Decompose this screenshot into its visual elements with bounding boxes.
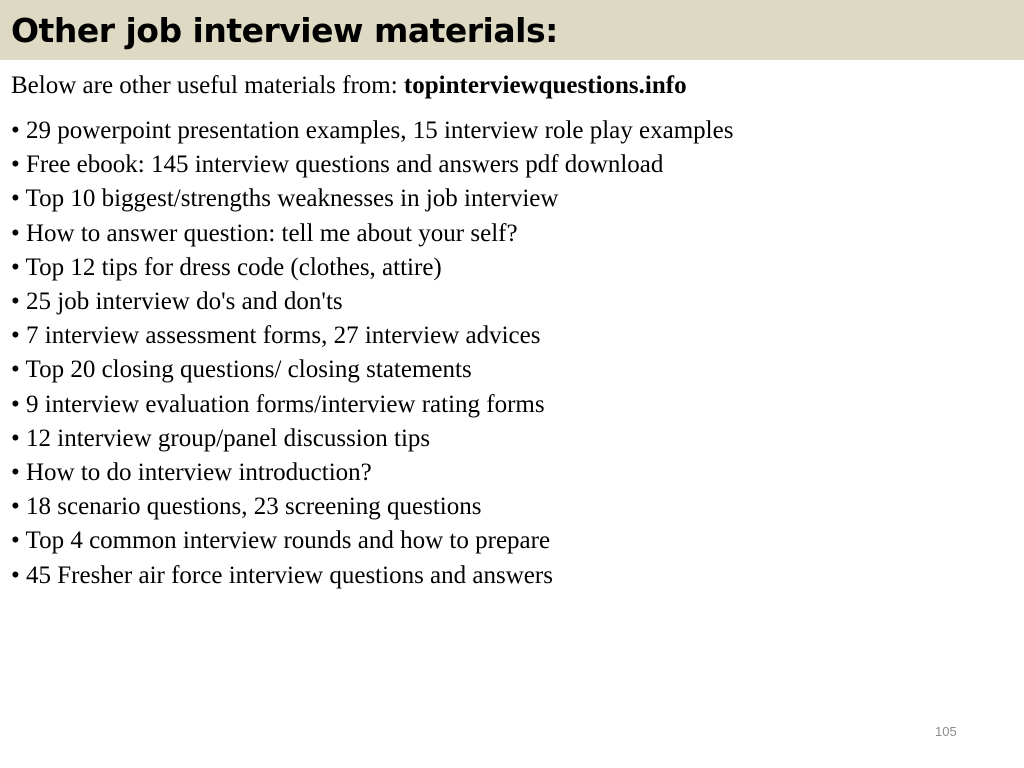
material-item-free-ebook[interactable]: • Free ebook: 145 interview questions and answers pdf download	[11, 151, 664, 179]
intro-prefix: Below are other useful materials from:	[11, 72, 404, 99]
material-item-tell-me-about-yourself[interactable]: • How to answer question: tell me about your self?	[11, 219, 518, 247]
material-item-assessment-forms[interactable]: • 7 interview assessment forms, 27 interview advices	[11, 322, 541, 350]
material-item-dos-and-donts[interactable]: • 25 job interview do's and don'ts	[11, 288, 343, 316]
material-item-interview-introduction[interactable]: • How to do interview introduction?	[11, 459, 372, 487]
material-item-interview-rounds[interactable]: • Top 4 common interview rounds and how to prepare	[11, 527, 551, 555]
intro-site-link[interactable]: topinterviewquestions.info	[403, 72, 687, 99]
material-item-group-discussion[interactable]: • 12 interview group/panel discussion tips	[11, 424, 431, 452]
materials-list	[11, 114, 733, 593]
material-item-powerpoint-examples[interactable]: • 29 powerpoint presentation examples, 15 interview role play examples	[11, 117, 734, 144]
material-item-evaluation-forms[interactable]: • 9 interview evaluation forms/interview rating forms	[11, 390, 545, 418]
title-bar	[0, 0, 1024, 60]
material-item-strengths-weaknesses[interactable]: • Top 10 biggest/strengths weaknesses in job interview	[11, 185, 559, 213]
page-number: 105	[935, 724, 957, 739]
material-item-air-force-questions[interactable]: • 45 Fresher air force interview questions and answers	[11, 561, 553, 589]
intro-text	[11, 71, 687, 101]
material-item-closing-questions[interactable]: • Top 20 closing questions/ closing statements	[11, 356, 472, 384]
slide-title: Other job interview materials:	[11, 11, 558, 50]
material-item-dress-code[interactable]: • Top 12 tips for dress code (clothes, attire)	[11, 253, 442, 281]
material-item-scenario-questions[interactable]: • 18 scenario questions, 23 screening questions	[11, 493, 482, 521]
